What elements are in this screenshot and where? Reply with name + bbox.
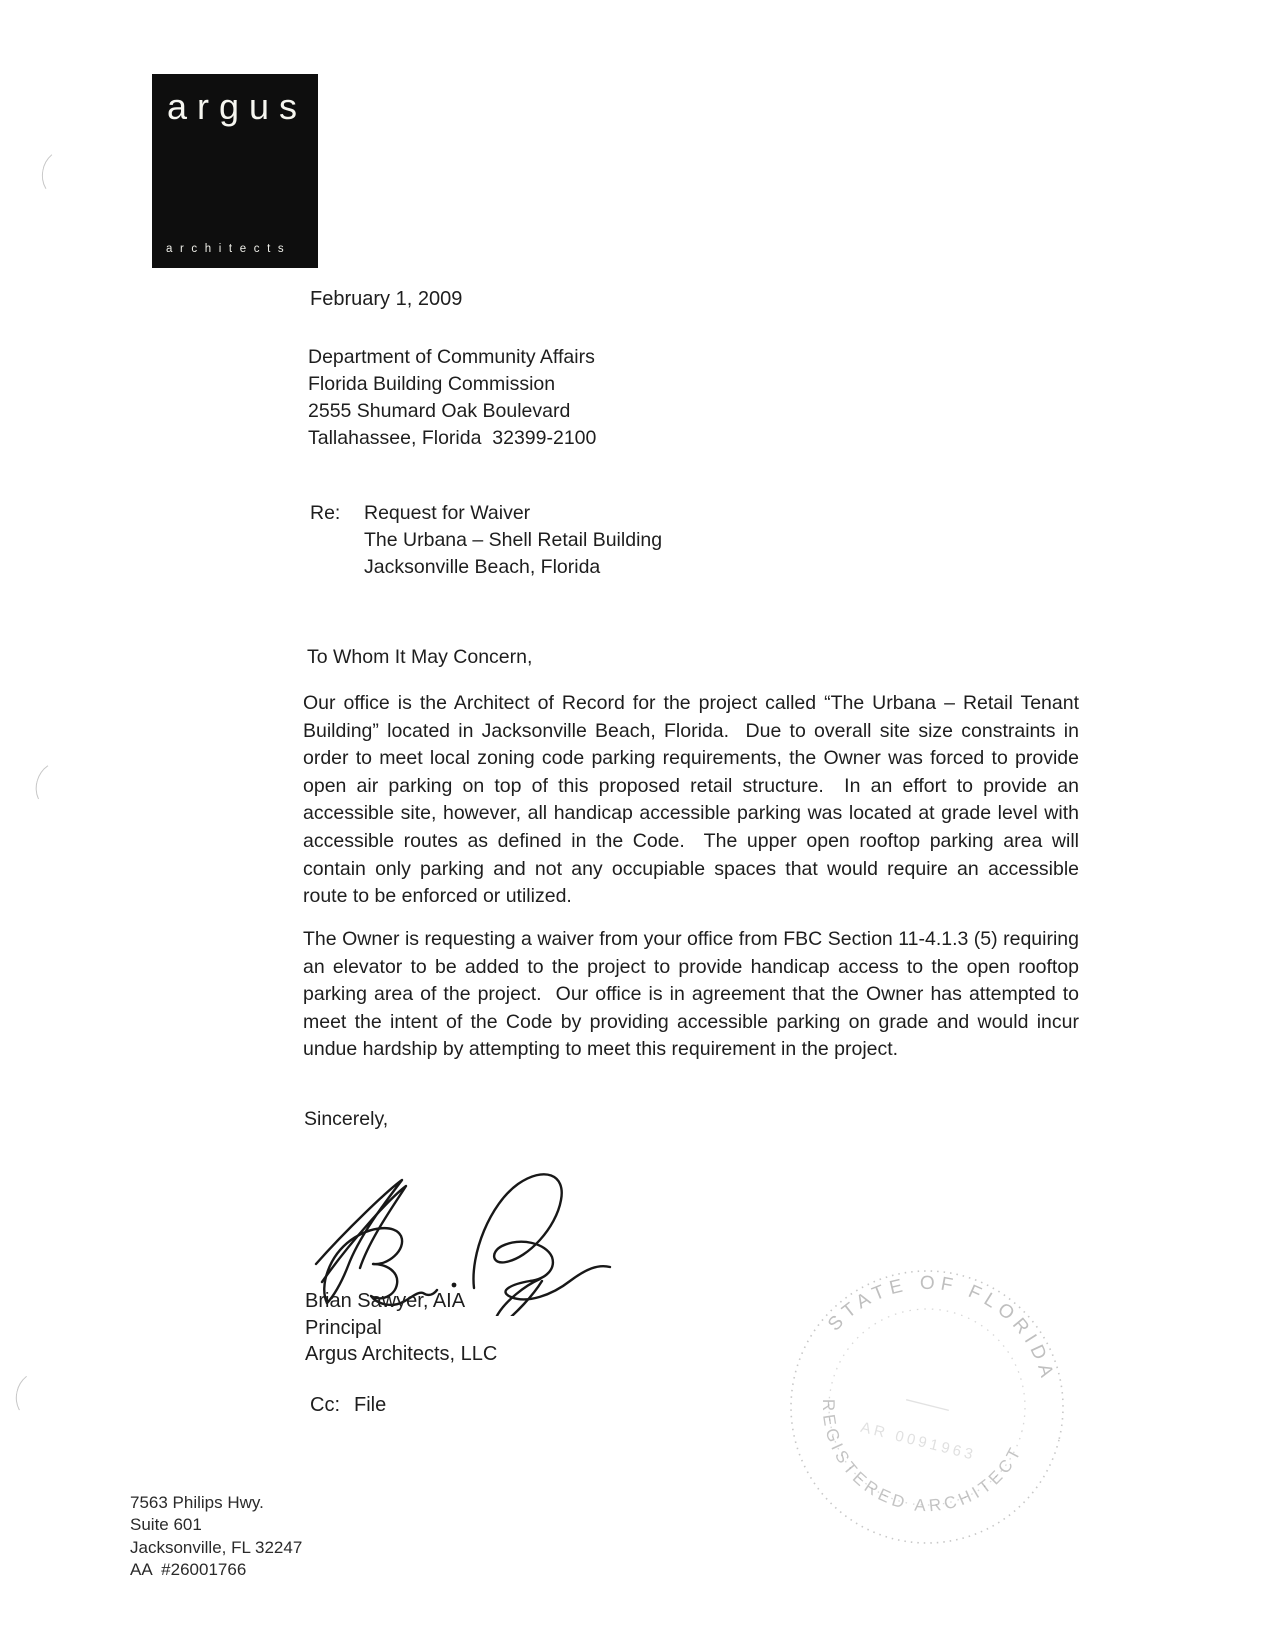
closing: Sincerely, [304,1108,389,1130]
scan-mark-middle [30,757,82,814]
scan-mark-bottom [11,1368,60,1423]
body-paragraph-2: The Owner is requesting a waiver from your office from FBC Section 11-4.1.3 (5) requiring an elevator to be added to the project to provide handicap access to the open rooftop parking area of the project. Our office is in agreement that the Owner has attempted to meet the intent of the Code by providing accessible parking on grade and would incur undue hardship by attempting to meet this requirement in the project. [303,928,1085,1061]
body-paragraph-1: Our office is the Architect of Record for the project called “The Urbana – Retail Tenant Building” located in Jacksonville Beach, Florida. Due to overall site size constraints in order to meet local zoning code parking requirements, the Owner was forced to provide open air parking on top of this proposed retail structure. In an effort to provide an accessible site, however, all handicap accessible parking was located at grade level with accessible routes as defined in the Code. The upper open rooftop parking area will contain only parking and not any occupiable spaces that would require an accessible route to be enforced or utilized. [303,692,1085,908]
signer-title: Principal [305,1316,382,1339]
stamp-bottom-arc-text: REGISTERED ARCHITECT [818,1398,1027,1516]
re-line: Jacksonville Beach, Florida [364,556,601,578]
recipient-line: Florida Building Commission [308,373,556,395]
footer-address [130,1492,302,1581]
signer-company: Argus Architects, LLC [305,1343,498,1365]
recipient-address [308,344,596,452]
re-line: The Urbana – Shell Retail Building [364,529,663,551]
footer-line: Suite 601 [130,1515,202,1535]
cc-label: Cc: [310,1394,340,1416]
footer-line: 7563 Philips Hwy. [130,1493,264,1512]
re-label: Re: [310,502,341,524]
re-block [310,500,662,581]
signer-block [305,1288,497,1368]
recipient-line: Department of Community Affairs [308,346,595,368]
registered-architect-stamp [743,1223,1112,1592]
cc-value: File [354,1394,387,1416]
scan-mark-top [38,147,86,201]
stamp-top-arc-text: STATE OF FLORIDA [824,1272,1059,1385]
recipient-line: 2555 Shumard Oak Boulevard [308,400,571,422]
salutation: To Whom It May Concern, [307,646,533,668]
argus-logo [152,74,318,268]
logo-subtitle: architects [166,243,292,255]
re-lines [364,500,662,581]
footer-line: Jacksonville, FL 32247 [130,1537,303,1557]
letter-date: February 1, 2009 [310,288,463,310]
svg-text:STATE OF FLORIDA [822,1248,1077,1390]
logo-title: argus [167,86,308,127]
re-line: Request for Waiver [364,502,531,524]
cc-line [310,1394,386,1417]
svg-text:REGISTERED ARCHITECT [797,1394,1027,1537]
stamp-license-number: AR 0091963 [858,1418,978,1465]
signer-name: Brian Sawyer, AIA [305,1290,466,1312]
footer-line: AA #26001766 [130,1559,247,1579]
recipient-line: Tallahassee, Florida 32399-2100 [308,427,597,449]
